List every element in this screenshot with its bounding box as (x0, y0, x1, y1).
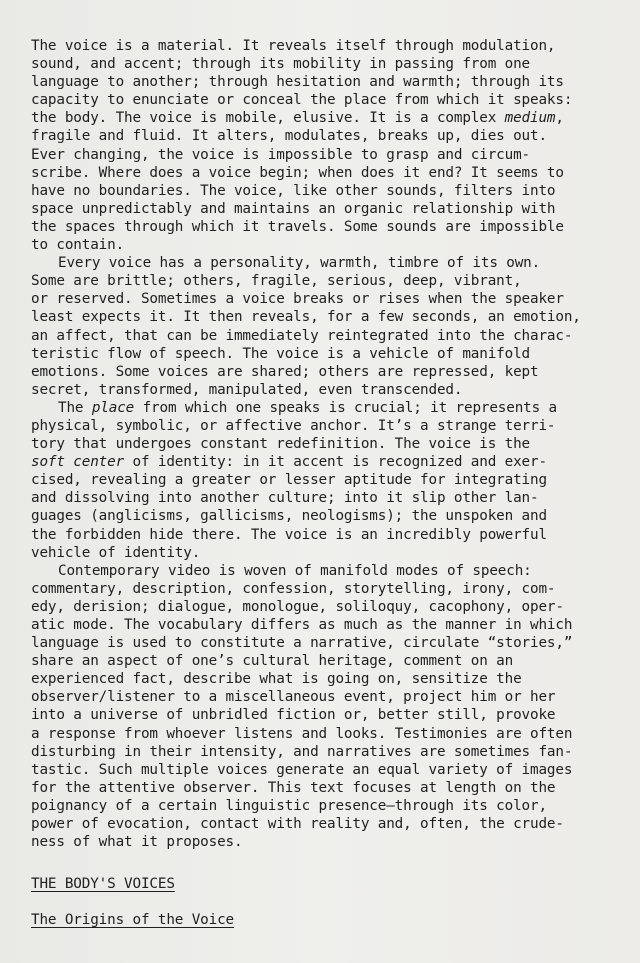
text-line: edy, derision; dialogue, monologue, soliloquy, cacophony, oper- (31, 598, 564, 615)
text-line: and dissolving into another culture; into it slip other lan- (31, 490, 539, 507)
text-line: language is used to constitute a narrative, circulate “stories,” (31, 635, 573, 652)
paragraph-1 (31, 37, 631, 254)
paragraph-4 (31, 562, 631, 852)
italic-term: soft center (31, 454, 125, 471)
text-line: space unpredictably and maintains an organic relationship with (31, 200, 556, 217)
text-line: or reserved. Sometimes a voice breaks or rises when the speaker (31, 291, 564, 308)
text-line: secret, transformed, manipulated, even transcended. (31, 381, 463, 398)
text-line: Every voice has a personality, warmth, timbre of its own. (58, 255, 541, 272)
text-line: capacity to enunciate or conceal the place from which it speaks: (31, 92, 573, 109)
subsection-heading: The Origins of the Voice (31, 912, 234, 928)
text-line: commentary, description, confession, storytelling, irony, com- (31, 580, 556, 597)
text-line: a response from whoever listens and looks. Testimonies are often (31, 725, 573, 742)
text-line: Ever changing, the voice is impossible to grasp and circum- (31, 146, 530, 163)
text-line: sound, and accent; through its mobility in passing from one (31, 56, 530, 73)
text-line: the body. The voice is mobile, elusive. It is a complex medium, (31, 110, 564, 127)
section-heading: THE BODY'S VOICES (31, 876, 175, 892)
text-line: emotions. Some voices are shared; others are repressed, kept (31, 363, 539, 380)
text-line: share an aspect of one’s cultural heritage, comment on an (31, 653, 514, 670)
text-line: tastic. Such multiple voices generate an equal variety of images (31, 761, 573, 778)
text-line: teristic flow of speech. The voice is a vehicle of manifold (31, 345, 530, 362)
text-line: observer/listener to a miscellaneous event, project him or her (31, 689, 556, 706)
text-line: have no boundaries. The voice, like other sounds, filters into (31, 182, 556, 199)
text-line: ness of what it proposes. (31, 834, 243, 851)
text-line: The place from which one speaks is crucial; it represents a (58, 399, 558, 416)
italic-term: medium (504, 110, 556, 127)
text-line: Contemporary video is woven of manifold modes of speech: (58, 562, 532, 579)
text-line: soft center of identity: in it accent is recognized and exer- (31, 454, 547, 471)
text-line: to contain. (31, 237, 125, 254)
text-line: experienced fact, describe what is going on, sensitize the (31, 671, 522, 688)
text-line: tory that undergoes constant redefinition. The voice is the (31, 436, 530, 453)
text-line: disturbing in their intensity, and narratives are sometimes fan- (31, 743, 573, 760)
text-line: for the attentive observer. This text focuses at length on the (31, 779, 556, 796)
paragraph-3 (31, 399, 631, 562)
text-line: fragile and fluid. It alters, modulates, breaks up, dies out. (31, 128, 547, 145)
text-line: poignancy of a certain linguistic presence—through its color, (31, 797, 547, 814)
text-line: the forbidden hide there. The voice is an incredibly powerful (31, 526, 547, 543)
body-text (31, 37, 631, 851)
text-line: least expects it. It then reveals, for a few seconds, an emotion, (31, 309, 581, 326)
text-line: atic mode. The vocabulary differs as much as the manner in which (31, 617, 573, 633)
text-line: Some are brittle; others, fragile, serious, deep, vibrant, (31, 273, 522, 290)
text-line: into a universe of unbridled fiction or, better still, provoke (31, 707, 556, 724)
text-line: vehicle of identity. (31, 544, 201, 561)
text-line: guages (anglicisms, gallicisms, neologisms); the unspoken and (31, 508, 547, 525)
text-line: cised, revealing a greater or lesser aptitude for integrating (31, 472, 547, 489)
text-line: power of evocation, contact with reality and, often, the crude- (31, 816, 564, 833)
text-line: an affect, that can be immediately reintegrated into the charac- (31, 327, 573, 344)
italic-term: place (91, 399, 135, 416)
paragraph-2 (31, 254, 631, 399)
text-line: The voice is a material. It reveals itself through modulation, (31, 38, 556, 54)
text-line: scribe. Where does a voice begin; when does it end? It seems to (31, 164, 564, 181)
text-line: the spaces through which it travels. Some sounds are impossible (31, 218, 564, 235)
text-line: language to another; through hesitation and warmth; through its (31, 74, 564, 91)
text-line: physical, symbolic, or affective anchor. It’s a strange terri- (31, 417, 556, 434)
